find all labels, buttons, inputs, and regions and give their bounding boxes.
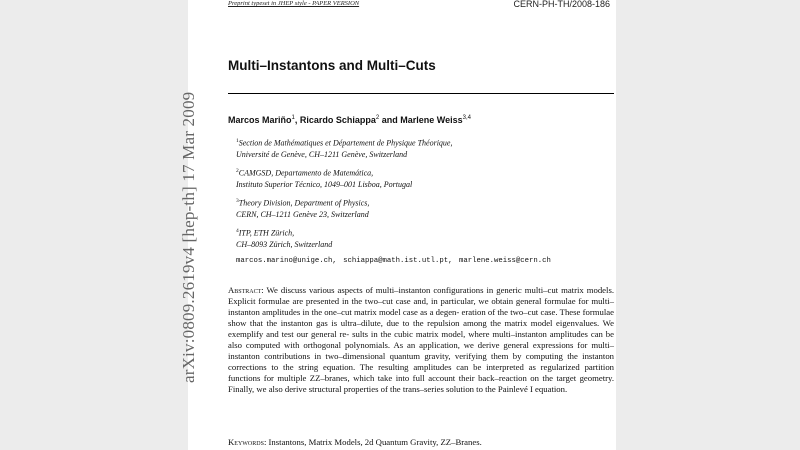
affiliation-line: Université de Genève, CH–1211 Genève, Switzerland (236, 149, 408, 159)
paper-title: Multi–Instantons and Multi–Cuts (228, 58, 436, 73)
author-sup: 1 (291, 115, 295, 121)
arxiv-stamp (174, 91, 204, 385)
abstract-line: orthogonal polynomials. As an application, we derive general expressions for multi–instanton (228, 340, 615, 361)
paper-page (179, 0, 616, 450)
abstract (228, 285, 614, 395)
abstract-line: the Painlevé I equation. (485, 384, 568, 394)
affiliation-line: CAMGSD, Departamento de Matemática, (238, 168, 374, 178)
author-separator: and (379, 115, 401, 125)
affiliation-3 (236, 196, 369, 220)
affiliation-line: Theory Division, Department of Physics, (238, 198, 370, 208)
report-number: CERN-PH-TH/2008-186 (513, 0, 610, 9)
title-rule (228, 93, 614, 94)
author-name: Marlene Weiss (400, 115, 463, 125)
keywords-label: Keywords: (228, 437, 267, 447)
affiliation-1 (236, 136, 452, 160)
keywords (228, 437, 482, 447)
author-name: Ricardo Schiappa (299, 115, 376, 125)
abstract-line: contributions in two–dimensional quantum gravity, verifying them by computing the instanton (264, 351, 615, 361)
abstract-line: corrections to the string equation. The resulting amplitudes can be interpreted as regularized (228, 362, 580, 372)
abstract-label: Abstract: (228, 285, 264, 295)
abstract-line: eration of the two–cut case. These formulae show that the instanton gas is ultra–dilute, due (228, 307, 614, 328)
author-list (228, 115, 471, 125)
abstract-line: the target geometry. Finally, we also derive structural properties of the trans–series solution to (228, 373, 614, 394)
affiliation-number: 1 (236, 138, 239, 144)
abstract-line: sults in the cubic matrix model, where multi–instanton amplitudes can be also computed with (228, 329, 615, 350)
abstract-line: matrix models. Explicit formulae are presented in the two–cut case and, in particular, we obtain (228, 285, 614, 306)
affiliation-line: CH–8093 Zürich, Switzerland (236, 239, 333, 249)
abstract-line: partition functions for multiple ZZ–branes, which take into full account their back–reaction on (228, 362, 615, 383)
affiliation-number: 2 (236, 168, 239, 174)
affiliation-line: CERN, CH–1211 Genève 23, Switzerland (236, 209, 369, 219)
abstract-line: general formulae for multi–instanton amplitudes in the one–cut matrix model case as a degen- (228, 296, 615, 317)
abstract-line: We discuss various aspects of multi–instanton configurations in generic multi–cut (263, 285, 559, 295)
affiliation-line: Instituto Superior Técnico, 1049–001 Lisboa, Portugal (236, 179, 413, 189)
affiliation-4 (236, 226, 332, 250)
keywords-text: Instantons, Matrix Models, 2d Quantum Gravity, ZZ–Branes. (266, 437, 482, 447)
affiliation-number: 4 (236, 228, 239, 234)
arxiv-stamp-text: arXiv:0809.2619v4 [hep-th] 17 Mar 2009 (179, 91, 198, 383)
affiliation-line: Section de Mathématiques et Département de Physique Théorique, (238, 138, 453, 148)
author-sup: 2 (375, 115, 380, 121)
affiliation-2 (236, 166, 412, 190)
affiliation-line: ITP, ETH Zürich, (238, 228, 295, 238)
author-separator: , (294, 115, 300, 125)
author-name: Marcos Mariño (228, 115, 292, 125)
affiliation-number: 3 (236, 198, 239, 204)
preprint-note[interactable]: Preprint typeset in JHEP style - PAPER VERSION (228, 0, 360, 7)
author-emails: marcos.marino@unige.ch, schiappa@math.ist.utl.pt, marlene.weiss@cern.ch (236, 257, 551, 265)
author-sup: 3,4 (462, 115, 471, 121)
abstract-line: to the repulsion among the matrix model eigenvalues. We exemplify and test our general re- (228, 318, 615, 339)
